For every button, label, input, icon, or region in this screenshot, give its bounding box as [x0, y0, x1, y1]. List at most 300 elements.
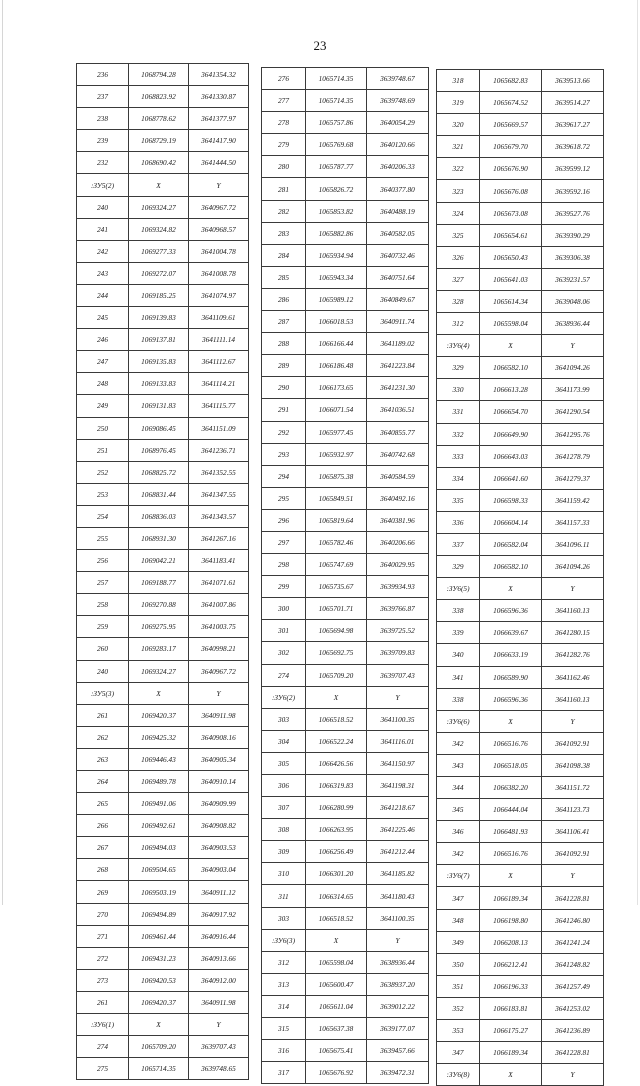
table-row	[437, 533, 604, 555]
x-coordinate: 1066516.76	[480, 732, 542, 754]
x-coordinate: 1066280.99	[306, 797, 367, 819]
table-row	[77, 240, 249, 262]
x-coordinate: 1065654.61	[480, 224, 542, 246]
y-coordinate: 3639617.27	[542, 114, 604, 136]
y-coordinate: 3641094.26	[542, 556, 604, 578]
table-row	[262, 90, 429, 112]
y-coordinate: 3641112.67	[189, 351, 249, 373]
table-row	[262, 775, 429, 797]
y-coordinate: 3639599.12	[542, 158, 604, 180]
point-number: 281	[262, 178, 306, 200]
x-coordinate: 1065709.20	[306, 664, 367, 686]
table-row	[437, 754, 604, 776]
y-coordinate: 3639012.22	[367, 995, 429, 1017]
point-number: 278	[262, 112, 306, 134]
y-header: Y	[189, 174, 249, 196]
y-coordinate: 3639707.43	[189, 1036, 249, 1058]
point-number: 253	[77, 483, 129, 505]
x-coordinate: 1065934.94	[306, 244, 367, 266]
page-number: 23	[313, 38, 327, 53]
y-coordinate: 3641100.35	[367, 907, 429, 929]
y-coordinate: 3640903.04	[189, 859, 249, 881]
x-coordinate: 1066654.70	[480, 401, 542, 423]
x-coordinate: 1066183.81	[480, 997, 542, 1019]
table-row	[437, 953, 604, 975]
table-row	[77, 152, 249, 174]
table-row	[77, 417, 249, 439]
table-row	[262, 951, 429, 973]
table-row	[77, 130, 249, 152]
table-row	[262, 1062, 429, 1084]
y-coordinate: 3641231.30	[367, 377, 429, 399]
point-number: 327	[437, 268, 480, 290]
table-row	[437, 180, 604, 202]
x-coordinate: 1068825.72	[129, 461, 189, 483]
y-coordinate: 3640732.46	[367, 244, 429, 266]
x-coordinate: 1069324.82	[129, 218, 189, 240]
y-coordinate: 3641092.91	[542, 843, 604, 865]
section-label: :ЗУ6(2)	[262, 686, 306, 708]
y-coordinate: 3639709.83	[367, 642, 429, 664]
table-row	[437, 644, 604, 666]
x-coordinate: 1065853.82	[306, 200, 367, 222]
x-coordinate: 1065676.92	[306, 1062, 367, 1084]
table-row	[77, 1036, 249, 1058]
point-number: 311	[262, 885, 306, 907]
y-coordinate: 3640584.59	[367, 465, 429, 487]
x-coordinate: 1065826.72	[306, 178, 367, 200]
point-number: 244	[77, 284, 129, 306]
table-row	[437, 777, 604, 799]
section-header-row	[262, 686, 429, 708]
y-coordinate: 3641180.43	[367, 885, 429, 907]
y-coordinate: 3640903.53	[189, 837, 249, 859]
y-coordinate: 3641004.78	[189, 240, 249, 262]
x-coordinate: 1069503.19	[129, 881, 189, 903]
table-row	[262, 421, 429, 443]
point-number: 295	[262, 487, 306, 509]
table-row	[262, 797, 429, 819]
x-coordinate: 1069137.81	[129, 329, 189, 351]
point-number: 343	[437, 754, 480, 776]
point-number: 344	[437, 777, 480, 799]
point-number: 240	[77, 196, 129, 218]
point-number: 263	[77, 748, 129, 770]
y-coordinate: 3641071.61	[189, 572, 249, 594]
table-row	[437, 423, 604, 445]
x-coordinate: 1065682.83	[480, 70, 542, 92]
y-coordinate: 3641267.16	[189, 527, 249, 549]
x-coordinate: 1069131.83	[129, 395, 189, 417]
y-coordinate: 3640742.68	[367, 443, 429, 465]
x-coordinate: 1065692.75	[306, 642, 367, 664]
point-number: 286	[262, 288, 306, 310]
point-number: 298	[262, 554, 306, 576]
section-header-row	[77, 174, 249, 196]
table-row	[77, 483, 249, 505]
point-number: 329	[437, 357, 480, 379]
point-number: 280	[262, 156, 306, 178]
x-coordinate: 1066582.10	[480, 556, 542, 578]
y-header: Y	[542, 710, 604, 732]
section-label: :ЗУ6(1)	[77, 1014, 129, 1036]
x-coordinate: 1066516.76	[480, 843, 542, 865]
table-row	[437, 114, 604, 136]
point-number: 267	[77, 837, 129, 859]
x-coordinate: 1066641.60	[480, 467, 542, 489]
point-number: 299	[262, 576, 306, 598]
point-number: 241	[77, 218, 129, 240]
x-coordinate: 1066649.90	[480, 423, 542, 445]
y-coordinate: 3639527.76	[542, 202, 604, 224]
x-coordinate: 1068931.30	[129, 527, 189, 549]
x-coordinate: 1065932.97	[306, 443, 367, 465]
y-coordinate: 3639513.66	[542, 70, 604, 92]
table-row	[77, 550, 249, 572]
y-coordinate: 3639748.65	[189, 1058, 249, 1080]
x-header: X	[480, 578, 542, 600]
table-row	[77, 969, 249, 991]
point-number: 333	[437, 445, 480, 467]
point-number: 252	[77, 461, 129, 483]
point-number: 266	[77, 815, 129, 837]
x-coordinate: 1069461.44	[129, 925, 189, 947]
y-coordinate: 3640908.16	[189, 726, 249, 748]
table-row	[437, 799, 604, 821]
x-coordinate: 1065943.34	[306, 266, 367, 288]
y-coordinate: 3640998.21	[189, 638, 249, 660]
y-coordinate: 3640849.67	[367, 288, 429, 310]
y-coordinate: 3641253.02	[542, 997, 604, 1019]
y-coordinate: 3639707.43	[367, 664, 429, 686]
point-number: 334	[437, 467, 480, 489]
table-row	[262, 288, 429, 310]
table-row	[77, 439, 249, 461]
x-coordinate: 1065679.70	[480, 136, 542, 158]
y-coordinate: 3641236.89	[542, 1020, 604, 1042]
x-header: X	[129, 682, 189, 704]
table-row	[77, 991, 249, 1013]
y-coordinate: 3641352.55	[189, 461, 249, 483]
point-number: 288	[262, 333, 306, 355]
table-row	[262, 708, 429, 730]
table-row	[262, 156, 429, 178]
y-coordinate: 3638937.20	[367, 973, 429, 995]
y-header: Y	[367, 929, 429, 951]
y-coordinate: 3639748.67	[367, 68, 429, 90]
point-number: 329	[437, 556, 480, 578]
x-coordinate: 1066189.34	[480, 1042, 542, 1064]
point-number: 349	[437, 931, 480, 953]
x-header: X	[480, 710, 542, 732]
x-coordinate: 1066639.67	[480, 622, 542, 644]
table-row	[437, 224, 604, 246]
point-number: 313	[262, 973, 306, 995]
table-row	[262, 752, 429, 774]
y-coordinate: 3639618.72	[542, 136, 604, 158]
table-row	[77, 1058, 249, 1080]
point-number: 297	[262, 531, 306, 553]
table-row	[77, 527, 249, 549]
y-coordinate: 3641280.15	[542, 622, 604, 644]
table-row	[437, 158, 604, 180]
section-label: :ЗУ6(5)	[437, 578, 480, 600]
point-number: 303	[262, 907, 306, 929]
y-coordinate: 3640916.44	[189, 925, 249, 947]
y-coordinate: 3641003.75	[189, 616, 249, 638]
x-coordinate: 1066598.33	[480, 489, 542, 511]
x-coordinate: 1065849.51	[306, 487, 367, 509]
table-row	[77, 925, 249, 947]
section-label: :ЗУ5(3)	[77, 682, 129, 704]
table-row	[262, 554, 429, 576]
x-coordinate: 1065882.86	[306, 222, 367, 244]
x-coordinate: 1069420.37	[129, 704, 189, 726]
point-number: 338	[437, 688, 480, 710]
point-number: 319	[437, 92, 480, 114]
table-row	[437, 511, 604, 533]
point-number: 304	[262, 730, 306, 752]
x-coordinate: 1069139.83	[129, 307, 189, 329]
y-coordinate: 3641257.49	[542, 975, 604, 997]
y-coordinate: 3641173.99	[542, 379, 604, 401]
y-header: Y	[542, 1064, 604, 1086]
table-row	[262, 730, 429, 752]
y-coordinate: 3641150.97	[367, 752, 429, 774]
y-coordinate: 3641246.80	[542, 909, 604, 931]
table-row	[437, 821, 604, 843]
y-coordinate: 3640911.74	[367, 311, 429, 333]
x-coordinate: 1069494.89	[129, 903, 189, 925]
x-coordinate: 1066589.90	[480, 666, 542, 688]
x-coordinate: 1069425.32	[129, 726, 189, 748]
y-coordinate: 3639390.29	[542, 224, 604, 246]
y-coordinate: 3638936.44	[367, 951, 429, 973]
point-number: 255	[77, 527, 129, 549]
y-coordinate: 3640911.98	[189, 704, 249, 726]
table-row	[437, 622, 604, 644]
point-number: 347	[437, 887, 480, 909]
table-row	[437, 1042, 604, 1064]
point-number: 283	[262, 222, 306, 244]
table-row	[262, 509, 429, 531]
table-row	[262, 222, 429, 244]
point-number: 337	[437, 533, 480, 555]
table-row	[77, 881, 249, 903]
x-coordinate: 1066018.53	[306, 311, 367, 333]
x-coordinate: 1069275.95	[129, 616, 189, 638]
table-row	[437, 997, 604, 1019]
table-row	[437, 931, 604, 953]
x-coordinate: 1065614.34	[480, 290, 542, 312]
x-coordinate: 1066256.49	[306, 841, 367, 863]
table-row	[77, 196, 249, 218]
point-number: 287	[262, 311, 306, 333]
table-row	[262, 531, 429, 553]
x-coordinate: 1069270.88	[129, 594, 189, 616]
point-number: 321	[437, 136, 480, 158]
x-coordinate: 1065714.35	[306, 90, 367, 112]
x-coordinate: 1066582.10	[480, 357, 542, 379]
x-coordinate: 1068831.44	[129, 483, 189, 505]
table-row	[262, 863, 429, 885]
y-coordinate: 3639457.66	[367, 1040, 429, 1062]
y-coordinate: 3641223.84	[367, 355, 429, 377]
table-row	[262, 487, 429, 509]
point-number: 340	[437, 644, 480, 666]
x-coordinate: 1066613.28	[480, 379, 542, 401]
x-coordinate: 1065675.41	[306, 1040, 367, 1062]
x-coordinate: 1065669.57	[480, 114, 542, 136]
table-row	[77, 262, 249, 284]
point-number: 322	[437, 158, 480, 180]
point-number: 294	[262, 465, 306, 487]
x-coordinate: 1069420.53	[129, 969, 189, 991]
table-row	[262, 178, 429, 200]
point-number: 258	[77, 594, 129, 616]
y-coordinate: 3641074.97	[189, 284, 249, 306]
point-number: 352	[437, 997, 480, 1019]
table-row	[262, 465, 429, 487]
y-coordinate: 3641278.79	[542, 445, 604, 467]
table-row	[77, 108, 249, 130]
y-coordinate: 3641094.26	[542, 357, 604, 379]
x-coordinate: 1066522.24	[306, 730, 367, 752]
table-row	[437, 732, 604, 754]
table-row	[437, 1020, 604, 1042]
table-row	[262, 399, 429, 421]
point-number: 325	[437, 224, 480, 246]
y-coordinate: 3640377.80	[367, 178, 429, 200]
point-number: 323	[437, 180, 480, 202]
y-coordinate: 3640492.16	[367, 487, 429, 509]
table-row	[77, 329, 249, 351]
x-coordinate: 1068836.03	[129, 505, 189, 527]
y-coordinate: 3641116.01	[367, 730, 429, 752]
x-header: X	[480, 1064, 542, 1086]
y-coordinate: 3641098.38	[542, 754, 604, 776]
point-number: 232	[77, 152, 129, 174]
point-number: 256	[77, 550, 129, 572]
x-coordinate: 1066518.52	[306, 708, 367, 730]
y-coordinate: 3641111.14	[189, 329, 249, 351]
y-coordinate: 3639725.52	[367, 620, 429, 642]
x-coordinate: 1066314.65	[306, 885, 367, 907]
table-row	[437, 600, 604, 622]
y-coordinate: 3638936.44	[542, 313, 604, 335]
section-header-row	[437, 578, 604, 600]
table-row	[437, 887, 604, 909]
point-number: 341	[437, 666, 480, 688]
point-number: 320	[437, 114, 480, 136]
table-row	[437, 202, 604, 224]
point-number: 274	[262, 664, 306, 686]
table-row	[437, 556, 604, 578]
x-coordinate: 1069420.37	[129, 991, 189, 1013]
x-coordinate: 1065701.71	[306, 598, 367, 620]
table-row	[77, 373, 249, 395]
point-number: 237	[77, 86, 129, 108]
table-row	[77, 616, 249, 638]
table-row	[262, 68, 429, 90]
point-number: 336	[437, 511, 480, 533]
section-label: :ЗУ6(4)	[437, 335, 480, 357]
y-header: Y	[189, 1014, 249, 1036]
x-coordinate: 1066301.20	[306, 863, 367, 885]
y-coordinate: 3641162.46	[542, 666, 604, 688]
point-number: 345	[437, 799, 480, 821]
x-coordinate: 1066426.56	[306, 752, 367, 774]
point-number: 285	[262, 266, 306, 288]
y-header: Y	[189, 682, 249, 704]
x-coordinate: 1065598.04	[306, 951, 367, 973]
point-number: 251	[77, 439, 129, 461]
x-coordinate: 1068976.45	[129, 439, 189, 461]
y-coordinate: 3640488.19	[367, 200, 429, 222]
x-coordinate: 1065676.90	[480, 158, 542, 180]
table-row	[77, 947, 249, 969]
point-number: 291	[262, 399, 306, 421]
table-row	[77, 395, 249, 417]
table-row	[77, 660, 249, 682]
y-coordinate: 3641444.50	[189, 152, 249, 174]
point-number: 351	[437, 975, 480, 997]
table-row	[437, 70, 604, 92]
y-coordinate: 3640909.99	[189, 793, 249, 815]
point-number: 338	[437, 600, 480, 622]
x-header: X	[129, 174, 189, 196]
y-coordinate: 3641241.24	[542, 931, 604, 953]
y-coordinate: 3640120.66	[367, 134, 429, 156]
y-coordinate: 3641236.71	[189, 439, 249, 461]
table-row	[437, 357, 604, 379]
x-coordinate: 1065787.77	[306, 156, 367, 178]
table-row	[262, 200, 429, 222]
x-coordinate: 1065611.04	[306, 995, 367, 1017]
table-row	[77, 594, 249, 616]
point-number: 309	[262, 841, 306, 863]
x-coordinate: 1066633.19	[480, 644, 542, 666]
y-header: Y	[542, 578, 604, 600]
table-row	[437, 92, 604, 114]
coordinates-table-2	[261, 67, 429, 1084]
table-row	[262, 244, 429, 266]
y-coordinate: 3641198.31	[367, 775, 429, 797]
point-number: 318	[437, 70, 480, 92]
y-coordinate: 3641225.46	[367, 819, 429, 841]
table-row	[262, 266, 429, 288]
point-number: 350	[437, 953, 480, 975]
point-number: 296	[262, 509, 306, 531]
y-coordinate: 3641248.82	[542, 953, 604, 975]
y-coordinate: 3640751.64	[367, 266, 429, 288]
section-label: :ЗУ6(6)	[437, 710, 480, 732]
x-coordinate: 1069324.27	[129, 660, 189, 682]
y-coordinate: 3640206.66	[367, 531, 429, 553]
point-number: 353	[437, 1020, 480, 1042]
y-coordinate: 3641007.86	[189, 594, 249, 616]
point-number: 312	[437, 313, 480, 335]
x-coordinate: 1069489.78	[129, 771, 189, 793]
y-coordinate: 3641159.42	[542, 489, 604, 511]
x-coordinate: 1065694.98	[306, 620, 367, 642]
table-row	[262, 620, 429, 642]
y-coordinate: 3641377.97	[189, 108, 249, 130]
point-number: 246	[77, 329, 129, 351]
x-coordinate: 1069446.43	[129, 748, 189, 770]
y-coordinate: 3641008.78	[189, 262, 249, 284]
y-coordinate: 3639766.87	[367, 598, 429, 620]
